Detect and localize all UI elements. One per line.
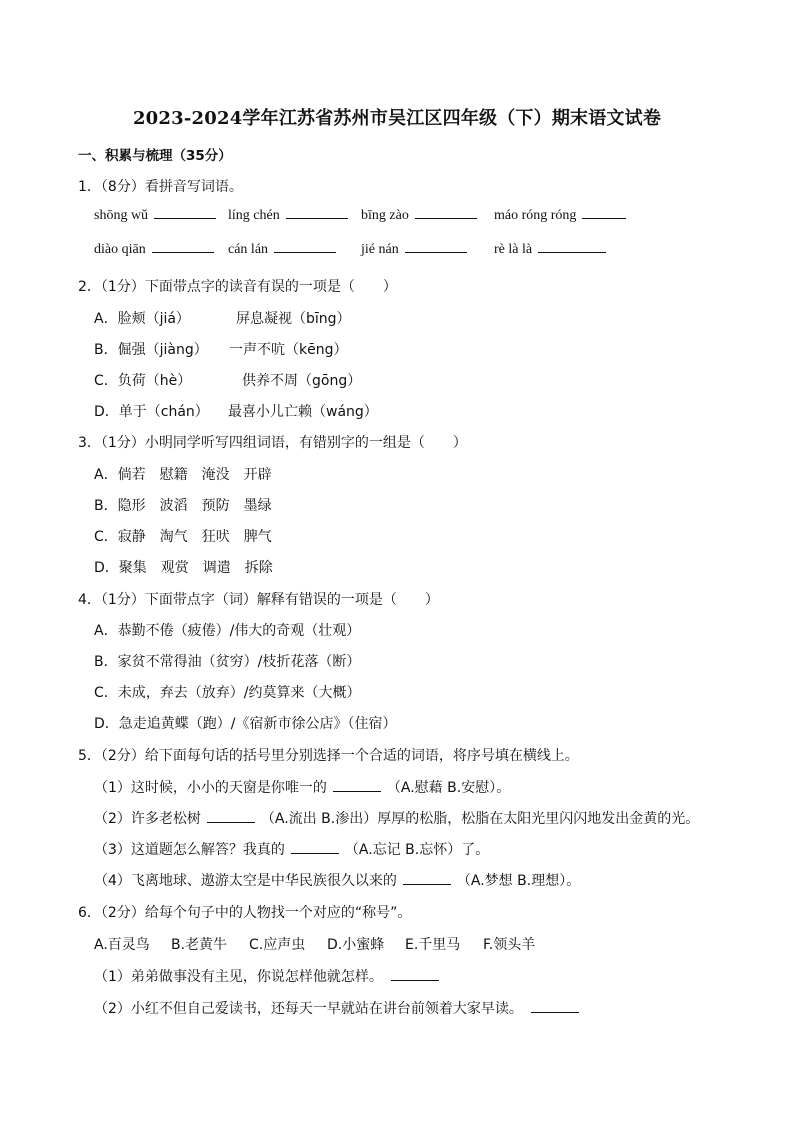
pinyin-item: jié nán xyxy=(361,242,467,258)
choice-b: B.老黄牛 xyxy=(171,937,228,953)
fill-sentence: （1）这时候，小小的天窗是你唯一的 （A.慰藉 B.安慰）。 xyxy=(94,780,511,796)
answer-blank[interactable] xyxy=(274,251,336,253)
question-1-stem: 1．（8分）看拼音写词语。 xyxy=(78,179,243,195)
choice-a: A.百灵鸟 xyxy=(94,937,150,953)
choice-d: D.小蜜蜂 xyxy=(327,937,385,953)
answer-blank[interactable] xyxy=(152,251,214,253)
pinyin-item: diào qiān xyxy=(94,242,214,258)
option-b[interactable]: B．家贫不常得油（贫穷）/枝折花落（断） xyxy=(94,654,361,670)
answer-blank[interactable] xyxy=(286,217,348,219)
question-5-stem: 5．（2分）给下面每句话的括号里分别选择一个合适的词语，将序号填在横线上。 xyxy=(78,748,579,764)
choice-e: E.千里马 xyxy=(405,937,461,953)
question-2-stem: 2．（1分）下面带点字的读音有误的一项是（ ） xyxy=(78,279,397,295)
match-sentence: （2）小红不但自己爱读书，还每天一早就站在讲台前领着大家早读。 xyxy=(94,998,579,1018)
answer-blank[interactable] xyxy=(154,217,216,219)
option-d[interactable]: D．急走追黄蝶（跑）/《宿新市徐公店》（住宿） xyxy=(94,716,397,732)
answer-blank[interactable] xyxy=(582,217,626,219)
option-c[interactable]: C．寂静 淘气 狂吠 脾气 xyxy=(94,529,272,545)
section-heading: 一、积累与梳理（35分） xyxy=(78,148,232,164)
pinyin-item: máo róng róng xyxy=(494,208,626,224)
fill-sentence: （3）这道题怎么解答？我真的 （A.忘记 B.忘怀）了。 xyxy=(94,842,490,858)
answer-blank[interactable] xyxy=(207,821,255,823)
answer-blank[interactable] xyxy=(403,883,451,885)
pinyin-item: rè là là xyxy=(494,242,606,258)
answer-blank[interactable] xyxy=(291,852,339,854)
answer-blank[interactable] xyxy=(415,217,477,219)
option-a[interactable]: A．脸颊（jiá） xyxy=(94,311,190,327)
match-sentence: （1）弟弟做事没有主见，你说怎样他就怎样。 xyxy=(94,966,439,986)
choice-f: F.领头羊 xyxy=(483,937,536,953)
option-d[interactable]: D．聚集 观赏 调遣 拆除 xyxy=(94,560,273,576)
pinyin-item: cán lán xyxy=(228,242,336,258)
answer-blank[interactable] xyxy=(391,979,439,981)
fill-sentence: （4）飞离地球、遨游太空是中华民族很久以来的 （A.梦想 B.理想）。 xyxy=(94,873,581,889)
answer-blank[interactable] xyxy=(538,251,606,253)
page-title: 2023-2024学年江苏省苏州市吴江区四年级（下）期末语文试卷 xyxy=(132,108,662,129)
answer-blank[interactable] xyxy=(333,790,381,792)
choice-c: C.应声虫 xyxy=(249,937,306,953)
option-a[interactable]: A．倘若 慰籍 淹没 开辟 xyxy=(94,467,272,483)
question-6-stem: 6．（2分）给每个句子中的人物找一个对应的“称号”。 xyxy=(78,905,412,921)
option-b[interactable]: B．隐形 波滔 预防 墨绿 xyxy=(94,498,272,514)
pinyin-item: shōng wǔ xyxy=(94,208,216,224)
option-c[interactable]: C．未成，弃去（放弃）/约莫算来（大概） xyxy=(94,685,361,701)
question-4-stem: 4．（1分）下面带点字（词）解释有错误的一项是（ ） xyxy=(78,592,439,608)
option-b-phrase: 一声不吭（kēng） xyxy=(229,342,348,358)
answer-blank[interactable] xyxy=(405,251,467,253)
answer-blank[interactable] xyxy=(531,1011,579,1013)
option-a-phrase: 屏息凝视（bīng） xyxy=(236,311,351,327)
question-3-stem: 3．（1分）小明同学听写四组词语，有错别字的一组是（ ） xyxy=(78,435,467,451)
option-d[interactable]: D．单于（chán） xyxy=(94,404,209,420)
pinyin-item: líng chén xyxy=(228,208,348,224)
option-b[interactable]: B．倔强（jiàng） xyxy=(94,342,208,358)
option-c[interactable]: C．负荷（hè） xyxy=(94,373,192,389)
option-d-phrase: 最喜小儿亡赖（wáng） xyxy=(228,404,378,420)
option-c-phrase: 供养不周（gōng） xyxy=(242,373,362,389)
pinyin-item: bīng zào xyxy=(361,208,477,224)
option-a[interactable]: A．恭勤不倦（疲倦）/伟大的奇观（壮观） xyxy=(94,623,361,639)
fill-sentence: （2）许多老松树 （A.流出 B.渗出）厚厚的松脂，松脂在太阳光里闪闪地发出金黄的光。 xyxy=(94,811,700,827)
